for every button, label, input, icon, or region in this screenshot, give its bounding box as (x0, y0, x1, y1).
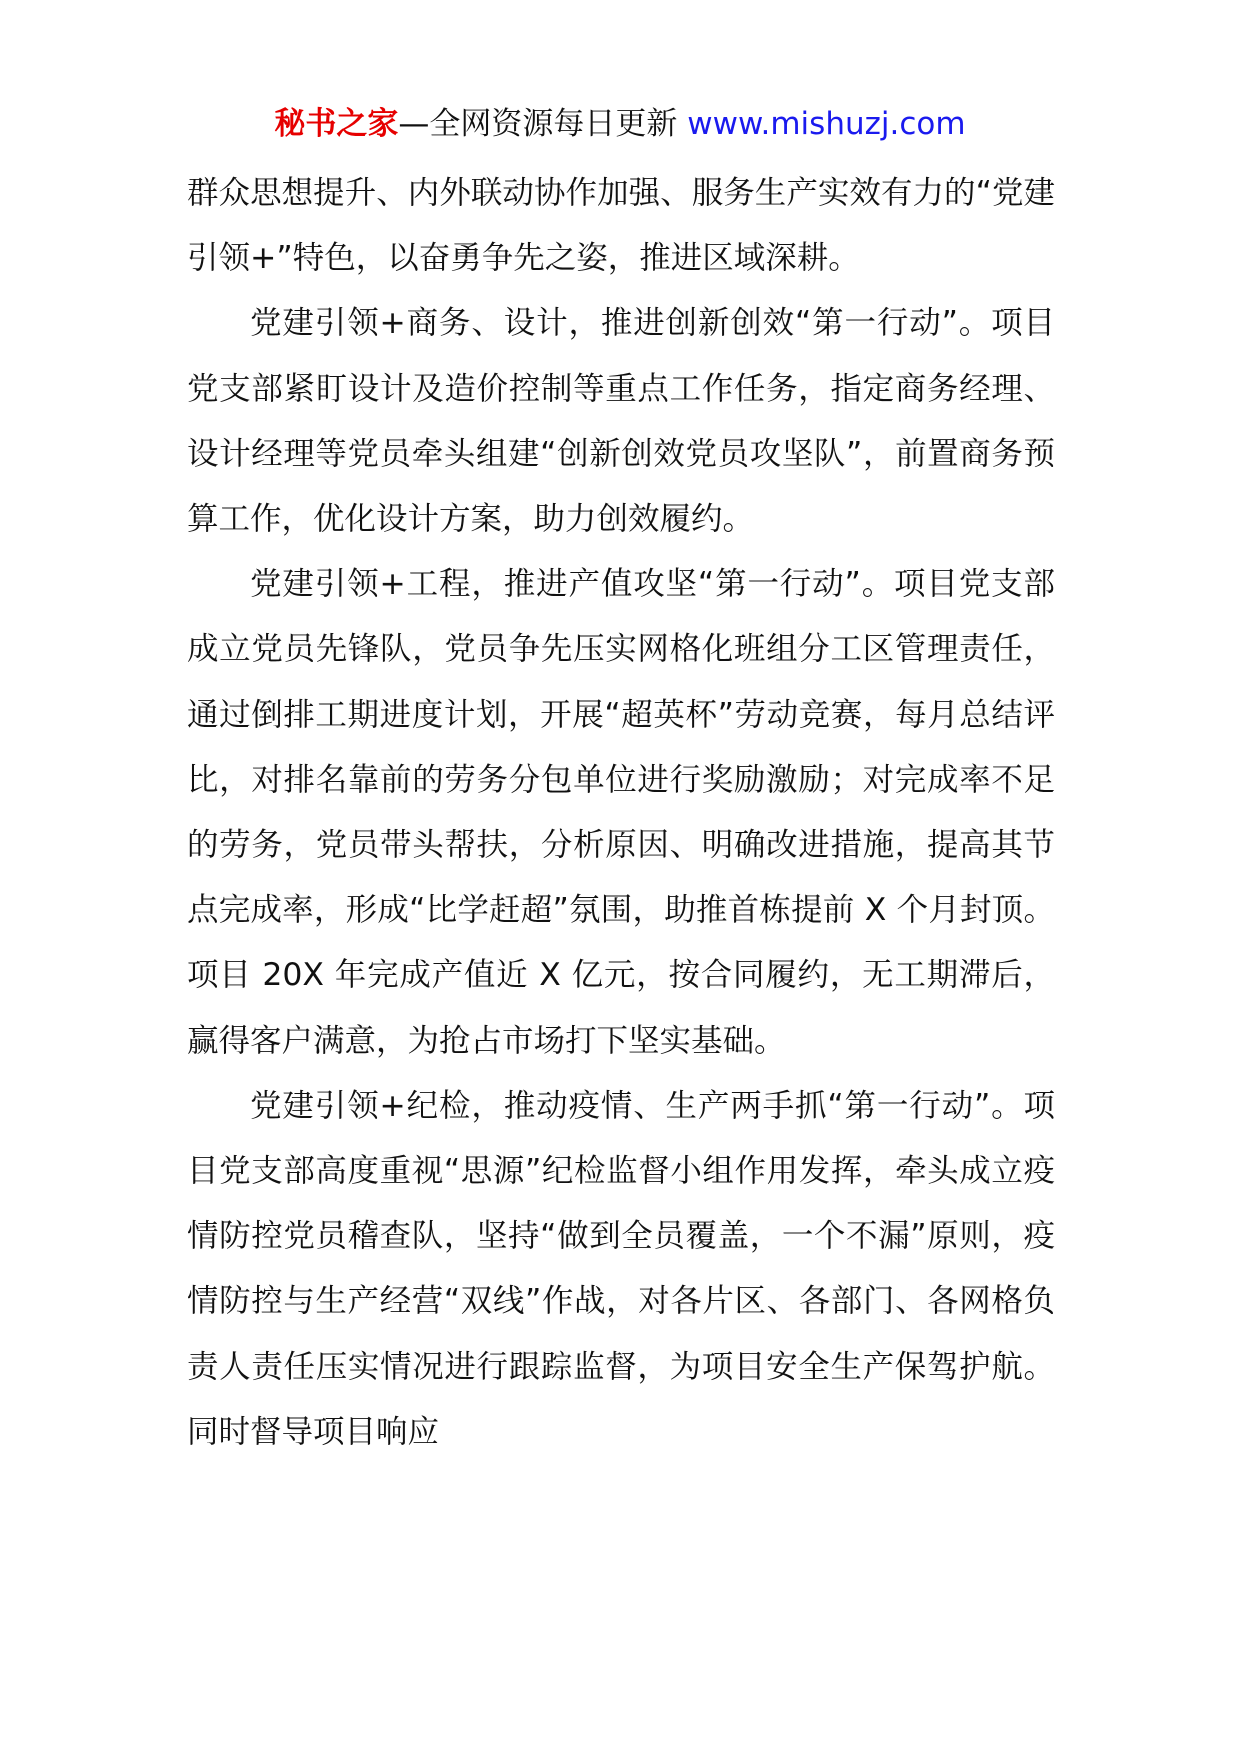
site-url-link[interactable]: www.mishuzj.com (687, 106, 966, 142)
paragraph-engineering: 党建引领+工程，推进产值攻坚“第一行动”。项目党支部成立党员先锋队，党员争先压实网格化班组分工区管理责任，通过倒排工期进度计划，开展“超英杯”劳动竞赛，每月总结评比，对排名靠前的劳务分包单位进行奖励激励；对完成率不足的劳务，党员带头帮扶，分析原因、明确改进措施，提高其节点完成率，形成“比学赶超”氛围，助推首栋提前 X 个月封顶。项目 20X 年完成产值近 X 亿元，按合同履约，无工期滞后，赢得客户满意，为抢占市场打下坚实基础。 (187, 566, 1055, 1059)
site-brand: 秘书之家 (274, 106, 399, 142)
paragraph-discipline-inspection: 党建引领+纪检，推动疫情、生产两手抓“第一行动”。项目党支部高度重视“思源”纪检监督小组作用发挥，牵头成立疫情防控党员稽查队，坚持“做到全员覆盖，一个不漏”原则，疫情防控与生产经营“双线”作战，对各片区、各部门、各网格负责人责任压实情况进行跟踪监督，为项目安全生产保驾护航。同时督导项目响应 (187, 1087, 1055, 1450)
paragraph-business-design: 党建引领+商务、设计，推进创新创效“第一行动”。项目党支部紧盯设计及造价控制等重点工作任务，指定商务经理、设计经理等党员牵头组建“创新创效党员攻坚队”，前置商务预算工作，优化设计方案，助力创效履约。 (187, 305, 1055, 538)
document-body (187, 161, 1055, 1465)
site-tagline: —全网资源每日更新 (398, 106, 688, 142)
site-header (0, 100, 1240, 148)
paragraph-continuation: 群众思想提升、内外联动协作加强、服务生产实效有力的“党建引领+”特色，以奋勇争先之姿，推进区域深耕。 (187, 175, 1055, 277)
